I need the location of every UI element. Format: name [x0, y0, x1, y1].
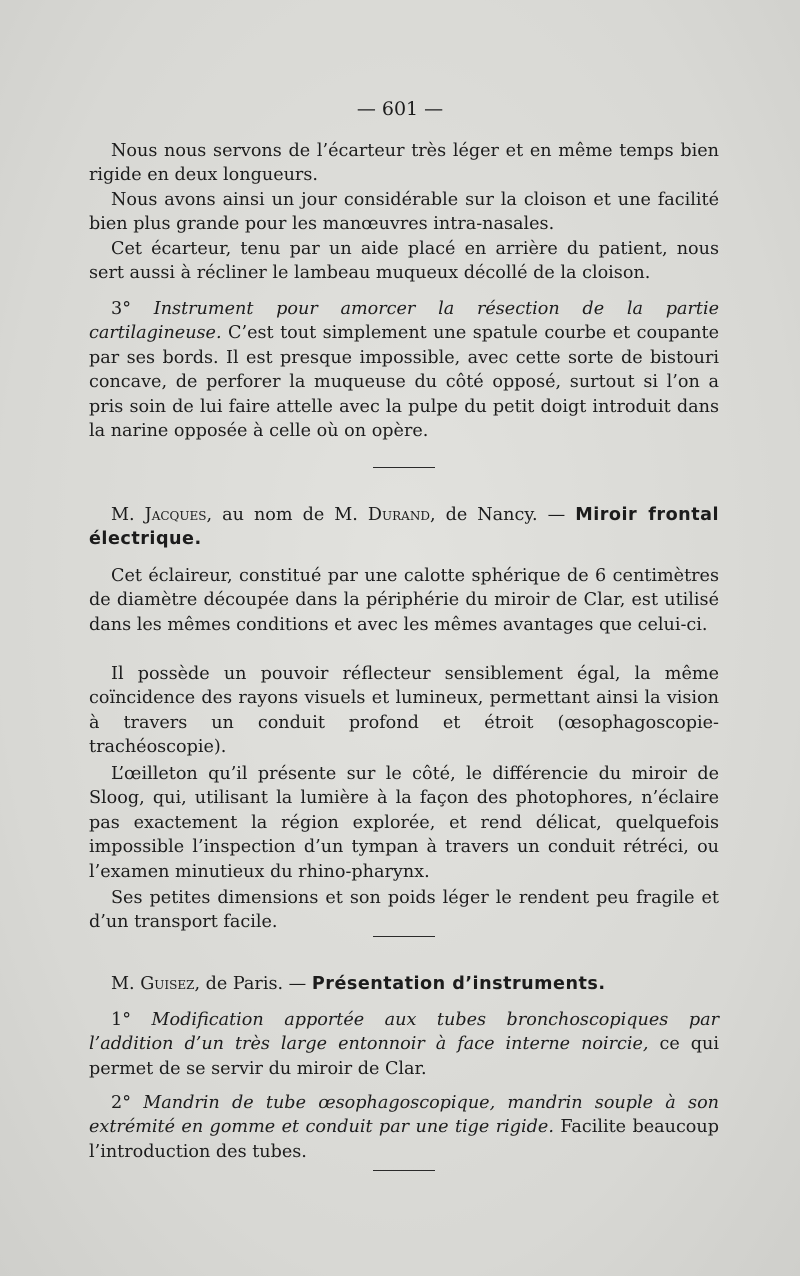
item-3-title: Instrument pour amorcer la résection de la partie cartilagineuse. [89, 299, 720, 344]
section1-location: , de Nancy. — [429, 505, 566, 525]
item-3-number: 3° [111, 299, 131, 319]
section2-item2-number: 2° [111, 1093, 131, 1113]
section1-paragraph-4: Ses petites dimensions et son poids léger le rendent peu fragile et d’un transport facile. [89, 888, 719, 933]
section-divider-2 [373, 936, 435, 937]
section1-author2: Durand [367, 505, 430, 525]
section-divider [373, 467, 435, 468]
section1-paragraph-2: Il possède un pouvoir réflecteur sensiblement égal, la même coïncidence des rayons visuels et lumineux, permettant ainsi la vision à travers un conduit profond et étroit (œsophagoscopie-trachéoscopie). [89, 664, 719, 758]
section1-paragraph-3: L’œilleton qu’il présente sur le côté, le différencie du miroir de Sloog, qui, utilisant la lumière à la façon des photophores, n’éclaire pas exactement la région explorée, et rend délicat, quelquefois impossible l’inspection d’un tympan à travers un conduit rétréci, ou l’examen minutieux du rhino-pharynx. [89, 764, 719, 882]
section2-location: , de Paris. — [194, 974, 307, 994]
section2-item2-text: Facilite beaucoup l’introduction des tubes. [89, 1117, 719, 1162]
section2-item1-italic: Modification apportée aux tubes bronchoscopiques par l’addition d’un très large entonnoir à face interne noircie, [89, 1010, 720, 1055]
page-number: — 601 — [356, 98, 444, 120]
item-3-text: C’est tout simplement une spatule courbe et coupante par ses bords. Il est presque impossible, avec cette sorte de bistouri concave, de perforer la muqueuse du côté opposé, surtout si l’on a pris soin de lui faire attelle avec la pulpe du petit doigt introduit dans la narine opposée à celle où on opère. [89, 323, 719, 442]
section2-item1-number: 1° [111, 1010, 131, 1030]
section2-item2-italic: Mandrin de tube œsophagoscopique, mandrin souple à son extrémité en gomme et conduit par une tige rigide. [89, 1093, 719, 1138]
section2-item-1 [89, 1008, 719, 1081]
section1-title: Miroir frontal électrique. [89, 505, 720, 550]
paragraph-ecarteur: Nous nous servons de l’écarteur très léger et en même temps bien rigide en deux longueurs. [89, 141, 719, 186]
section-divider-3 [373, 1170, 435, 1171]
section2-item1-text: ce qui permet de se servir du miroir de Clar. [89, 1034, 719, 1079]
section2-item-2 [89, 1091, 719, 1164]
section1-prefix: M. [111, 505, 135, 525]
paragraph-jour: Nous avons ainsi un jour considérable sur la cloison et une facilité bien plus grande pour les manœuvres intra-nasales. [89, 190, 719, 235]
section2-author: Guisez [140, 974, 195, 994]
section-heading-jacques [89, 503, 719, 552]
item-3-instrument [89, 297, 719, 443]
section1-paragraph-1: Cet éclaireur, constitué par une calotte sphérique de 6 centimètres de diamètre découpée dans la périphérie du miroir de Clar, est utilisé dans les mêmes conditions et avec les mêmes avantages que celui-ci. [89, 566, 719, 635]
section1-author: Jacques [144, 505, 207, 525]
paragraph-recliner: Cet écarteur, tenu par un aide placé en arrière du patient, nous sert aussi à récliner le lambeau muqueux décollé de la cloison. [89, 239, 719, 284]
section2-prefix: M. [111, 974, 135, 994]
section1-middle: , au nom de M. [206, 505, 358, 525]
section-heading-guisez [89, 972, 719, 996]
section2-title: Présentation d’instruments. [311, 974, 606, 994]
